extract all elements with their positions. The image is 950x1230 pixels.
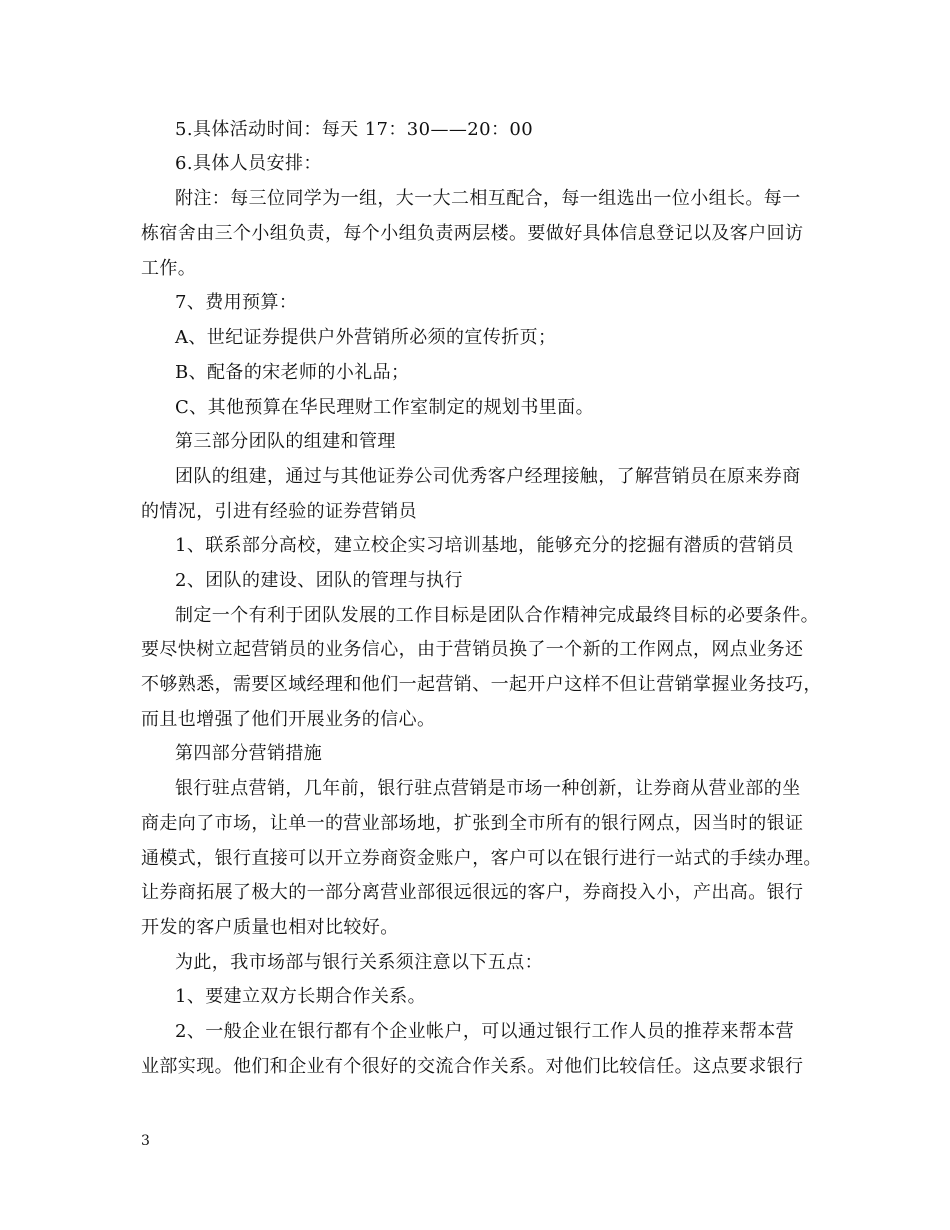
text-line-item-1: 1、联系部分高校，建立校企实习培训基地，能够充分的挖掘有潜质的营销员 — [175, 535, 795, 556]
text-line-bank-marketing-cont-2: 通模式，银行直接可以开立券商资金账户，客户可以在银行进行一站式的手续办理。 — [141, 848, 822, 869]
section-heading-part3: 第三部分团队的组建和管理 — [175, 431, 396, 452]
text-line-item-2: 2、团队的建设、团队的管理与执行 — [175, 570, 463, 591]
text-line-team-building: 团队的组建，通过与其他证券公司优秀客户经理接触，了解营销员在原来券商 — [175, 466, 801, 487]
text-line-goal-cont-3: 而且也增强了他们开展业务的信心。 — [141, 709, 436, 730]
text-line-bank-marketing: 银行驻点营销，几年前，银行驻点营销是市场一种创新，让券商从营业部的坐 — [175, 778, 801, 799]
text-line-budget-b: B、配备的宋老师的小礼品； — [175, 362, 410, 383]
text-line-note-cont: 栋宿舍由三个小组负责，每个小组负责两层楼。要做好具体信息登记以及客户回访 — [141, 223, 804, 244]
text-line-goal: 制定一个有利于团队发展的工作目标是团队合作精神完成最终目标的必要条件。 — [175, 605, 819, 626]
text-line-point-1: 1、要建立双方长期合作关系。 — [175, 986, 427, 1007]
text-line-note: 附注：每三位同学为一组，大一大二相互配合，每一组选出一位小组长。每一 — [175, 188, 801, 209]
text-line-team-building-cont: 的情况，引进有经验的证券营销员 — [141, 501, 417, 522]
text-line-bank-marketing-cont-1: 商走向了市场，让单一的营业部场地，扩张到全市所有的银行网点，因当时的银证 — [141, 813, 804, 834]
text-line-budget: 7、费用预算： — [175, 292, 298, 313]
text-line-bank-marketing-cont-4: 开发的客户质量也相对比较好。 — [141, 917, 399, 938]
text-line-activity-time: 5.具体活动时间：每天 17：30——20：00 — [175, 119, 534, 140]
text-line-point-2-cont: 业部实现。他们和企业有个很好的交流合作关系。对他们比较信任。这点要求银行 — [141, 1056, 804, 1077]
text-line-note-end: 工作。 — [141, 258, 197, 279]
text-line-goal-cont-2: 不够熟悉，需要区域经理和他们一起营销、一起开户这样不但让营销掌握业务技巧， — [141, 674, 822, 695]
text-line-five-points: 为此，我市场部与银行关系须注意以下五点： — [175, 952, 543, 973]
text-line-budget-a: A、世纪证券提供户外营销所必须的宣传折页； — [175, 327, 557, 348]
page-number: 3 — [141, 1133, 150, 1149]
text-line-goal-cont-1: 要尽快树立起营销员的业务信心，由于营销员换了一个新的工作网点，网点业务还 — [141, 639, 804, 660]
text-line-budget-c: C、其他预算在华民理财工作室制定的规划书里面。 — [175, 397, 594, 418]
text-line-staff-arrangement: 6.具体人员安排： — [175, 153, 322, 174]
section-heading-part4: 第四部分营销措施 — [175, 743, 323, 764]
text-line-point-2: 2、一般企业在银行都有个企业帐户，可以通过银行工作人员的推荐来帮本营 — [175, 1021, 795, 1042]
text-line-bank-marketing-cont-3: 让券商拓展了极大的一部分离营业部很远很远的客户，券商投入小，产出高。银行 — [141, 882, 804, 903]
